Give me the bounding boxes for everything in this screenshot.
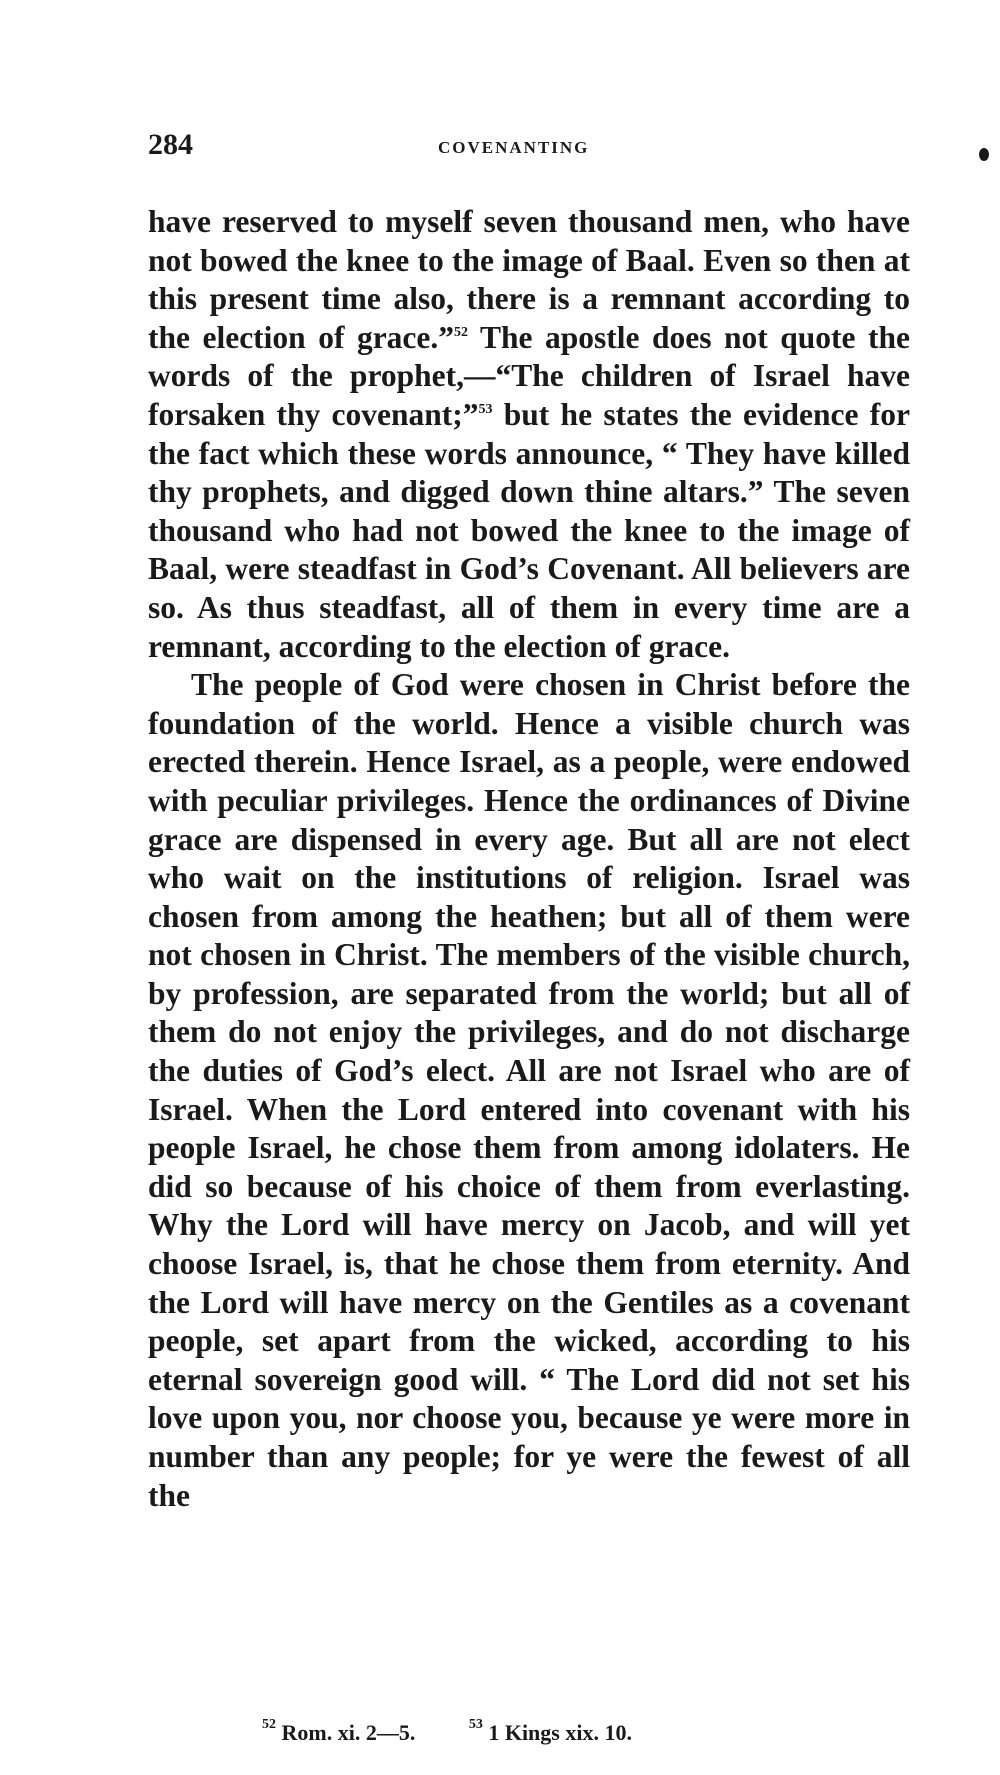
footnote-ref-52: 52	[454, 324, 469, 340]
footnote-marker: 52	[262, 1717, 276, 1732]
footnote-53	[468, 1717, 632, 1745]
paragraph-1-text-3: but he states the evidence for the fact which these words announce, “ They have killed thy prophets, and digged down thine altars.” The seven thousand who had not bowed the knee to the image of Baal, were steadfast in God’s Covenant. All believers are so. As thus steadfast, all of them in every time are a remnant, according to the election of grace.	[148, 396, 910, 664]
page-header	[148, 128, 908, 168]
paragraph-1-text-2: The apostle does not quote the words of the prophet,—“The children of Israel have forsaken thy covenant;”	[148, 319, 910, 432]
footnote-text: Rom. xi. 2—5.	[276, 1720, 416, 1745]
footnotes	[262, 1717, 632, 1746]
paragraph-1	[148, 203, 910, 666]
footnote-52	[262, 1717, 416, 1745]
footnote-ref-53: 53	[478, 401, 493, 417]
paragraph-2: The people of God were chosen in Christ before the foundation of the world. Hence a visible church was erected therein. Hence Israel, as a people, were endowed with peculiar privileges. Hence the ordinances of Divine grace are dispensed in every age. But all are not elect who wait on the institutions of religion. Israel was chosen from among the heathen; but all of them were not chosen in Christ. The members of the visible church, by profession, are separated from the world; but all of them do not enjoy the privileges, and do not discharge the duties of God’s elect. All are not Israel who are of Israel. When the Lord entered into covenant with his people Israel, he chose them from among idolaters. He did so because of his choice of them from everlasting. Why the Lord will have mercy on Jacob, and will yet choose Israel, is, that he chose them from eternity. And the Lord will have mercy on the Gentiles as a covenant people, set apart from the wicked, according to his eternal sovereign good will. “ The Lord did not set his love upon you, nor choose you, because ye were more in number than any people; for ye were the fewest of all the	[148, 667, 910, 1513]
ink-dot-mark	[979, 148, 989, 161]
body-text	[148, 203, 910, 1515]
footnote-marker: 53	[468, 1717, 483, 1732]
running-head: COVENANTING	[438, 138, 590, 157]
paragraph-1-text-1: have reserved to myself seven thousand men, who have not bowed the knee to the image of Baal. Even so then at this present time also, there is a remnant according to the election of grace.”	[148, 204, 910, 355]
page-number: 284	[148, 128, 193, 161]
footnote-text: 1 Kings xix. 10.	[482, 1720, 632, 1745]
